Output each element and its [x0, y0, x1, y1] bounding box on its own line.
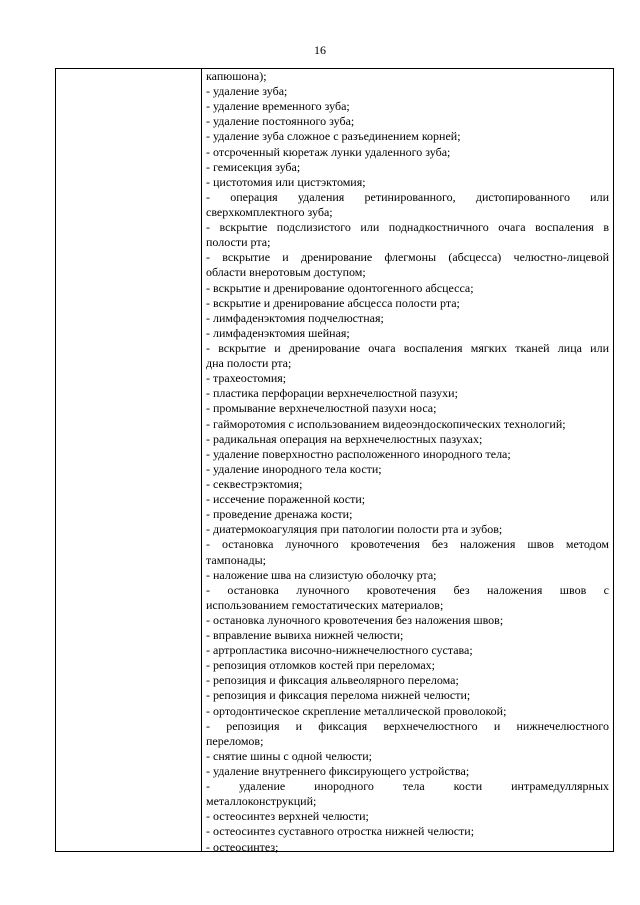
procedure-line: сверхкомплектного зуба;: [206, 204, 333, 219]
procedure-line: металлоконструкций;: [206, 794, 317, 809]
procedure-line: - артропластика височно-нижнечелюстного сустава;: [206, 643, 473, 658]
procedure-line: - удаление внутреннего фиксирующего устройства;: [206, 764, 470, 779]
procedure-line: дна полости рта;: [206, 356, 292, 371]
procedure-line: - удаление зуба;: [206, 84, 288, 99]
procedure-line: - удаление поверхностно расположенного инородного тела;: [206, 446, 511, 461]
procedures-table: [55, 68, 614, 852]
procedure-line: тампонады;: [206, 552, 266, 567]
procedure-line: - радикальная операция на верхнечелюстных пазухах;: [206, 431, 483, 446]
procedure-line: - репозиция и фиксация верхнечелюстного и нижнечелюстного: [206, 718, 609, 733]
procedure-line: - удаление временного зуба;: [206, 99, 350, 114]
procedure-line: - остеосинтез;: [206, 839, 279, 854]
procedure-line: капюшона);: [206, 69, 267, 83]
procedure-line: - вскрытие и дренирование очага воспаления мягких тканей лица или: [206, 340, 609, 355]
procedure-line: - остеосинтез суставного отростка нижней челюсти;: [206, 824, 475, 839]
procedure-line: - диатермокоагуляция при патологии полости рта и зубов;: [206, 522, 503, 537]
procedure-line: - вскрытие и дренирование абсцесса полости рта;: [206, 295, 460, 310]
table-right-cell: [203, 69, 613, 854]
procedure-line: - вскрытие и дренирование флегмоны (абсцесса) челюстно-лицевой: [206, 250, 609, 265]
procedure-line: переломов;: [206, 733, 264, 748]
procedure-line: - гемисекция зуба;: [206, 159, 301, 174]
procedure-line: - лимфаденэктомия шейная;: [206, 325, 350, 340]
procedure-line: - пластика перфорации верхнечелюстной пазухи;: [206, 386, 458, 401]
procedure-line: - остановка луночного кровотечения без наложения швов с: [206, 582, 609, 597]
procedure-line: - секвестрэктомия;: [206, 476, 303, 491]
procedure-line: - трахеостомия;: [206, 371, 287, 386]
procedure-line: - иссечение пораженной кости;: [206, 492, 366, 507]
procedure-line: - удаление зуба сложное с разъединением корней;: [206, 129, 461, 144]
procedure-line: - репозиция отломков костей при переломах;: [206, 658, 435, 673]
procedure-line: - вскрытие и дренирование одонтогенного абсцесса;: [206, 280, 474, 295]
procedure-line: - проведение дренажа кости;: [206, 507, 353, 522]
procedure-line: использованием гемостатических материалов;: [206, 597, 444, 612]
procedure-line: - удаление постоянного зуба;: [206, 114, 355, 129]
procedure-line: - остеосинтез верхней челюсти;: [206, 809, 369, 824]
procedure-line: - вправление вывиха нижней челюсти;: [206, 628, 404, 643]
procedure-line: - репозиция и фиксация перелома нижней челюсти;: [206, 688, 471, 703]
procedure-line: - наложение шва на слизистую оболочку рта;: [206, 567, 437, 582]
procedure-line: - удаление инородного тела кости интрамедуллярных: [206, 779, 609, 794]
procedure-line: - остановка луночного кровотечения без наложения швов;: [206, 612, 504, 627]
procedure-line: - вскрытие подслизистого или поднадкостничного очага воспаления в: [206, 220, 609, 235]
procedure-line: - гайморотомия с использованием видеоэндоскопических технологий;: [206, 416, 566, 431]
procedure-line: - цистотомия или цистэктомия;: [206, 174, 366, 189]
page-number: 16: [314, 43, 326, 57]
procedure-line: - репозиция и фиксация альвеолярного перелома;: [206, 673, 459, 688]
procedure-line: - операция удаления ретинированного, дистопированного или: [206, 189, 609, 204]
procedure-line: полости рта;: [206, 235, 271, 250]
procedure-line: - ортодонтическое скрепление металлической проволокой;: [206, 703, 507, 718]
procedure-line: - отсроченный кюретаж лунки удаленного зуба;: [206, 144, 451, 159]
procedure-line: - промывание верхнечелюстной пазухи носа;: [206, 401, 437, 416]
procedure-line: - удаление инородного тела кости;: [206, 461, 382, 476]
procedure-line: - остановка луночного кровотечения без наложения швов методом: [206, 537, 609, 552]
table-left-cell: [56, 69, 202, 851]
procedure-line: - снятие шины с одной челюсти;: [206, 748, 372, 763]
procedure-line: - лимфаденэктомия подчелюстная;: [206, 310, 384, 325]
procedure-line: области внеротовым доступом;: [206, 265, 366, 280]
